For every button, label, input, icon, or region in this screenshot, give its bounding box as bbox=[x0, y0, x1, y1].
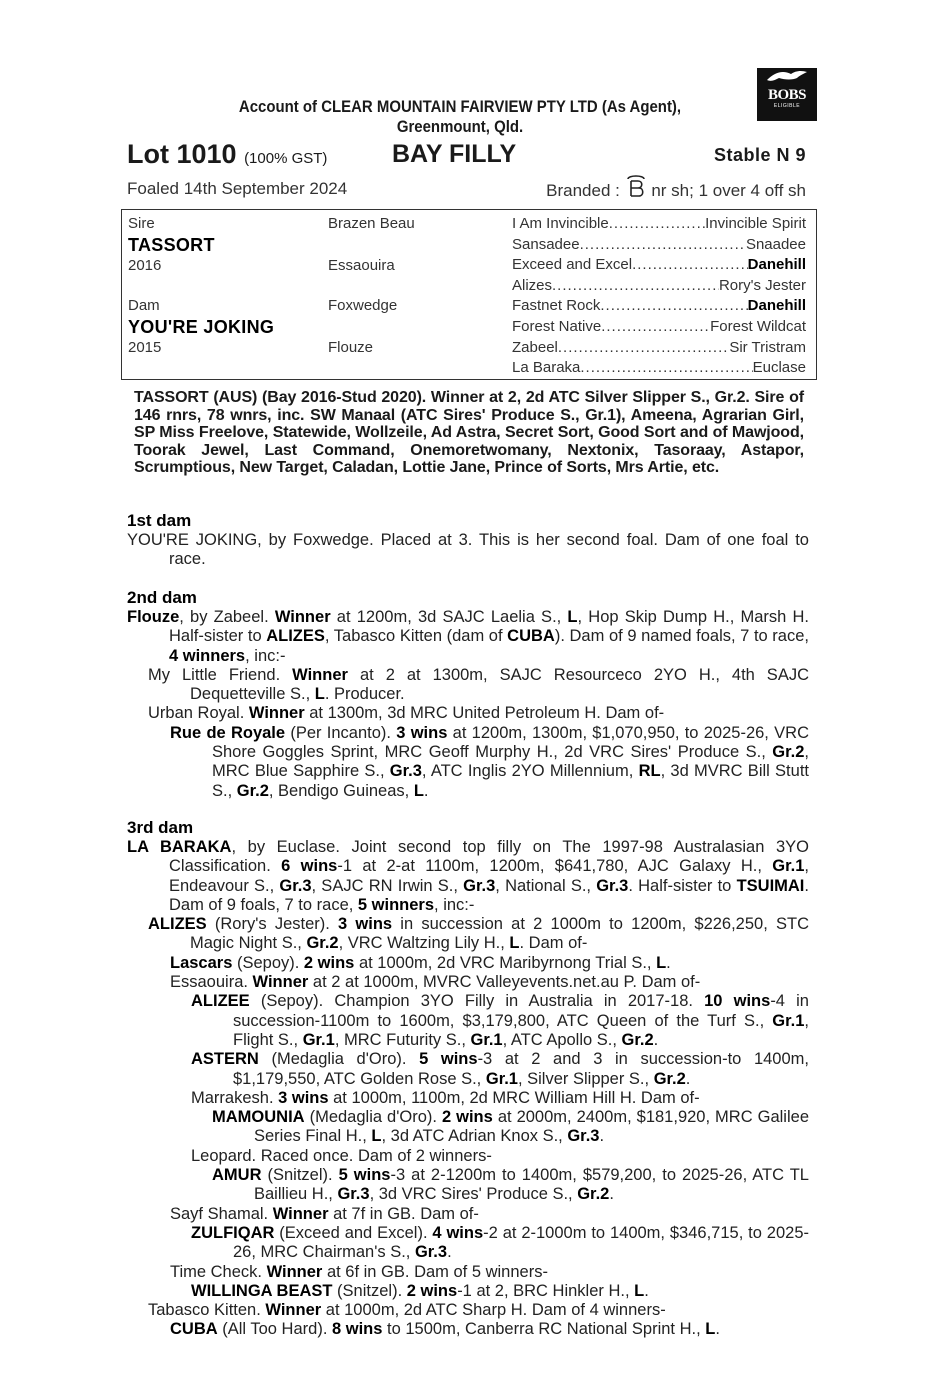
text-run: at 1200m, 3d SAJC Laelia S., bbox=[330, 608, 568, 626]
bold-text: Gr.2 bbox=[577, 1185, 610, 1204]
g3-horse: Fastnet Rock bbox=[512, 297, 601, 315]
bold-text: Gr.3 bbox=[463, 876, 496, 895]
text-run: at 1200m, 1300m, $1,070,950, to 2025-26, VRC Shore Goggles Sprint, MRC Geoff Murphy H., 2d VRC Sires' Produce S., bbox=[212, 723, 809, 762]
text-run: -3 at 2-1200m to 1400m, $579,200, to 2025-26, ATC TL Baillieu H., bbox=[254, 1166, 809, 1204]
pedigree-entry bbox=[127, 915, 809, 954]
pedigree-entry bbox=[127, 1108, 809, 1147]
bold-text: 4 wins bbox=[432, 1223, 484, 1242]
text-run: at 2 at 1000m, MVRC Valleyevents.net.au P. Dam of- bbox=[308, 973, 701, 992]
pedigree-entry bbox=[127, 1147, 809, 1166]
bold-text: L bbox=[705, 1320, 716, 1339]
bold-text: 3 wins bbox=[396, 723, 448, 742]
bold-text: 5 wins bbox=[419, 1050, 478, 1069]
bold-text: Winner bbox=[272, 1204, 329, 1223]
bold-text: ASTERN bbox=[191, 1050, 259, 1069]
text-run: Sayf Shamal. bbox=[170, 1204, 273, 1223]
text-run: , Flight S., bbox=[233, 1011, 809, 1049]
lot-label: Lot 1010 bbox=[127, 139, 237, 169]
dam-dam: Flouze bbox=[328, 339, 374, 356]
pedigree-entry bbox=[127, 704, 809, 723]
bold-text: ALIZES bbox=[266, 627, 325, 646]
second-dam-entries bbox=[127, 608, 809, 801]
account-line-1: Account of CLEAR MOUNTAIN FAIRVIEW PTY LTD (As Agent), bbox=[238, 97, 682, 116]
bold-text: 3 wins bbox=[338, 915, 393, 934]
g3-horse: Sansadee bbox=[512, 235, 580, 253]
bold-text: Gr.1 bbox=[485, 1069, 518, 1088]
bold-text: 2 wins bbox=[303, 953, 355, 972]
text-run: . bbox=[715, 1320, 720, 1339]
bold-text: Rue de Royale bbox=[170, 723, 286, 742]
text-run: Essaouira. bbox=[170, 973, 253, 992]
text-run: . bbox=[423, 781, 429, 800]
text-run: , ATC Apollo S., bbox=[502, 1030, 622, 1049]
text-run: at 1000m, 1100m, 2d MRC William Hill H. Dam of- bbox=[328, 1088, 700, 1107]
text-run: (Snitzel). bbox=[261, 1166, 339, 1185]
g3-horse: La Baraka bbox=[512, 359, 581, 377]
bold-text: Gr.1 bbox=[772, 857, 805, 876]
text-run: . Dam of- bbox=[519, 934, 588, 953]
bold-text: 6 wins bbox=[281, 857, 338, 876]
text-run: (Snitzel). bbox=[332, 1281, 407, 1300]
pedigree-entry bbox=[127, 1050, 809, 1089]
text-run: , by Euclase. Joint second top filly on The 1997-98 Australasian 3YO Classification. bbox=[169, 838, 809, 876]
dot-leader bbox=[600, 296, 747, 316]
third-dam-heading: 3rd dam bbox=[127, 818, 194, 837]
bold-text: Winner bbox=[252, 973, 309, 992]
pedigree-entry bbox=[127, 992, 809, 1050]
pedigree-entry bbox=[127, 724, 809, 801]
text-run: , Hop Skip Dump H., Marsh H. Half-sister to bbox=[169, 608, 809, 646]
g3-sire: Sir Tristram bbox=[729, 338, 806, 356]
text-run: to 1500m, Canberra RC National Sprint H., bbox=[382, 1320, 706, 1339]
bold-text: Gr.2 bbox=[772, 743, 805, 762]
bold-text: ALIZEE bbox=[191, 992, 250, 1011]
bold-text: 2 wins bbox=[406, 1281, 458, 1300]
bold-text: L bbox=[371, 1127, 382, 1146]
text-run: . bbox=[644, 1281, 649, 1300]
text-run: , inc:- bbox=[434, 895, 475, 914]
text-run: (All Too Hard). bbox=[217, 1320, 332, 1339]
sire-description: TASSORT (AUS) (Bay 2016-Stud 2020). Winner at 2, 2d ATC Silver Slipper S., Gr.2. Sire of 146 rnrs, 78 wnrs, inc. SW Manaal (ATC Sires' Produce S., Gr.1), Ameena, Agrarian Girl, SP Miss Freelove, Statewide, Wollzeile, Ad Astra, Secret Sort, Good Sort and of Mawjood, Toorak Jewel, Last Command, Onemoretwomany, Nextonix, Tasoraay, Astapor, Scrumptious, New Target, Caladan, Lottie Jane, Prince of Sorts, Mrs Artie, etc. bbox=[134, 389, 804, 477]
bold-text: L bbox=[656, 953, 667, 972]
text-run: -3 at 2 and 3 in succession-to 1400m, $1,179,550, ATC Golden Rose S., bbox=[233, 1050, 809, 1088]
text-run: at 1000m, 2d VRC Maribyrnong Trial S., bbox=[354, 953, 657, 972]
pedigree-entry bbox=[127, 954, 809, 973]
pedigree-entry bbox=[127, 1089, 809, 1108]
third-dam-section bbox=[127, 818, 809, 1340]
g3-sire: Danehill bbox=[747, 256, 806, 274]
bold-text: L bbox=[314, 685, 325, 704]
stable-number: Stable N 9 bbox=[713, 145, 806, 165]
bold-text: CUBA bbox=[507, 627, 555, 646]
pedigree-g3-row bbox=[512, 338, 806, 358]
text-run: , National S., bbox=[495, 876, 597, 895]
sire-dam: Essaouira bbox=[328, 257, 395, 274]
text-run: , Endeavour S., bbox=[169, 857, 809, 895]
text-run: . bbox=[599, 1127, 605, 1146]
text-run: . bbox=[447, 1243, 452, 1262]
bold-text: 10 wins bbox=[704, 992, 771, 1011]
dot-leader bbox=[552, 276, 719, 296]
bold-text: Winner bbox=[265, 1301, 322, 1320]
bold-text: Gr.3 bbox=[567, 1127, 600, 1146]
bold-text: Winner bbox=[266, 1262, 323, 1281]
bold-text: L bbox=[567, 608, 578, 626]
bold-text: Gr.1 bbox=[470, 1030, 503, 1049]
text-run: . bbox=[609, 1185, 614, 1204]
sire-year: 2016 bbox=[128, 257, 162, 274]
text-run: (Medaglia d'Oro). bbox=[258, 1050, 420, 1069]
bold-text: Gr.1 bbox=[302, 1030, 335, 1049]
bold-text: Gr.2 bbox=[306, 934, 339, 953]
text-run: at 1300m, 3d MRC United Petroleum H. Dam of- bbox=[304, 704, 665, 723]
text-run: at 1000m, 2d ATC Sharp H. Dam of 4 winners- bbox=[321, 1301, 666, 1320]
dot-leader bbox=[609, 214, 705, 234]
pedigree-entry bbox=[127, 1205, 809, 1224]
text-run: , 3d MVRC Bill Stutt S., bbox=[212, 762, 809, 800]
g3-horse: I Am Invincible bbox=[512, 215, 609, 232]
text-run: (Rory's Jester). bbox=[206, 915, 339, 934]
text-run: . bbox=[685, 1069, 691, 1088]
sire-name: TASSORT bbox=[128, 235, 215, 255]
text-run: at 6f in GB. Dam of 5 winners- bbox=[322, 1262, 548, 1281]
text-run: , MRC Blue Sapphire S., bbox=[212, 743, 809, 781]
bold-text: Winner bbox=[248, 704, 305, 723]
third-dam-entries bbox=[127, 838, 809, 1340]
text-run: (Medaglia d'Oro). bbox=[304, 1108, 442, 1127]
pedigree-table bbox=[121, 209, 817, 380]
pedigree-g3-row bbox=[512, 296, 806, 316]
pedigree-g3-row bbox=[512, 255, 806, 275]
pedigree-entry bbox=[127, 973, 809, 992]
bold-text: 4 winners bbox=[169, 646, 246, 665]
dam-label: Dam bbox=[128, 297, 160, 314]
bold-text: 5 wins bbox=[338, 1166, 391, 1185]
foaled-date: Foaled 14th September 2024 bbox=[127, 179, 348, 198]
pedigree-entry bbox=[127, 666, 809, 705]
text-run: -4 in succession-1100m to 1600m, $3,179,800, ATC Queen of the Turf S., bbox=[233, 992, 809, 1030]
pedigree-entry bbox=[127, 1320, 809, 1339]
bold-text: CUBA bbox=[170, 1320, 218, 1339]
sire-label: Sire bbox=[128, 215, 155, 232]
text-run: in succession at 2 1000m to 1200m, $226,250, STC Magic Night S., bbox=[190, 915, 809, 953]
pedigree-entry bbox=[127, 1282, 809, 1301]
text-run: (Sepoy). bbox=[232, 953, 304, 972]
g3-horse: Zabeel bbox=[512, 338, 558, 356]
text-run: -2 at 2-1000m to 1400m, $346,715, to 2025-26, MRC Chairman's S., bbox=[233, 1223, 809, 1262]
bold-text: WILLINGA BEAST bbox=[191, 1281, 333, 1300]
text-run: (Exceed and Excel). bbox=[274, 1223, 433, 1242]
pedigree-entry bbox=[127, 608, 809, 666]
bold-text: Flouze bbox=[127, 608, 180, 626]
bold-text: Gr.3 bbox=[596, 876, 629, 895]
text-run: . bbox=[666, 953, 671, 972]
sire-sire: Brazen Beau bbox=[328, 215, 415, 232]
text-run: , SAJC RN Irwin S., bbox=[311, 876, 464, 895]
bold-text: Winner bbox=[274, 608, 331, 626]
dot-leader bbox=[632, 255, 748, 275]
text-run: , VRC Waltzing Lily H., bbox=[338, 934, 510, 953]
bold-text: Gr.2 bbox=[653, 1069, 686, 1088]
g3-sire: Rory's Jester bbox=[718, 276, 806, 294]
bold-text: L bbox=[634, 1281, 645, 1300]
text-run: , MRC Futurity S., bbox=[334, 1030, 471, 1049]
text-run: , ATC Inglis 2YO Millennium, bbox=[421, 762, 639, 781]
g3-horse: Forest Native bbox=[512, 318, 602, 335]
bold-text: 3 wins bbox=[278, 1088, 329, 1107]
g3-sire: Forest Wildcat bbox=[710, 318, 806, 335]
bold-text: Gr.1 bbox=[772, 1011, 805, 1030]
g3-sire: Invincible Spirit bbox=[705, 215, 806, 232]
lot-number bbox=[127, 138, 327, 175]
bold-text: 2 wins bbox=[441, 1108, 493, 1127]
g3-horse: Exceed and Excel bbox=[512, 256, 633, 274]
text-run: Urban Royal. bbox=[148, 704, 249, 723]
bold-text: 5 winners bbox=[357, 895, 435, 914]
bold-text: LA BARAKA bbox=[127, 838, 232, 856]
text-run: , inc:- bbox=[245, 646, 286, 665]
pedigree-entry bbox=[127, 1301, 809, 1320]
bold-text: TSUIMAI bbox=[736, 876, 805, 895]
g3-horse: Alizes bbox=[512, 276, 553, 294]
bold-text: Gr.3 bbox=[414, 1243, 448, 1262]
text-run: . bbox=[653, 1030, 659, 1049]
dot-leader bbox=[601, 317, 710, 337]
text-run: (Sepoy). Champion 3YO Filly in Australia in 2017-18. bbox=[249, 992, 705, 1011]
text-run: . Producer. bbox=[324, 685, 405, 704]
pedigree-g3-row bbox=[512, 235, 806, 255]
logo-subtext: ELIGIBLE bbox=[773, 103, 801, 109]
text-run: , Bendigo Guineas, bbox=[268, 781, 414, 800]
branded-info bbox=[546, 174, 806, 206]
text-run: , Tabasco Kitten (dam of bbox=[324, 627, 508, 646]
bold-text: 8 wins bbox=[332, 1320, 383, 1339]
bobs-eligible-logo bbox=[757, 68, 817, 121]
logo-text: BOBS bbox=[767, 87, 807, 103]
bold-text: AMUR bbox=[212, 1166, 262, 1185]
second-dam-heading: 2nd dam bbox=[127, 588, 197, 607]
first-dam-text: YOU'RE JOKING, by Foxwedge. Placed at 3. This is her second foal. Dam of one foal to race. bbox=[127, 531, 809, 569]
bold-text: RL bbox=[638, 762, 661, 781]
text-run: Leopard. Raced once. Dam of 2 winners- bbox=[191, 1146, 492, 1165]
g3-sire: Snaadee bbox=[745, 235, 806, 253]
text-run: . Dam of 9 foals, 7 to race, bbox=[169, 876, 809, 914]
text-run: Marrakesh. bbox=[191, 1088, 279, 1107]
branded-label: Branded : bbox=[546, 181, 620, 200]
horse-icon bbox=[757, 68, 817, 88]
g3-sire: Euclase bbox=[752, 359, 806, 377]
bold-text: Gr.2 bbox=[621, 1030, 654, 1049]
first-dam-heading: 1st dam bbox=[127, 511, 192, 530]
brand-mark-icon bbox=[625, 174, 647, 206]
pedigree-entry bbox=[127, 1224, 809, 1263]
text-run: -1 at 2-at 1100m, 1200m, $641,780, AJC Galaxy H., bbox=[337, 857, 773, 876]
text-run: . Half-sister to bbox=[628, 876, 737, 895]
bold-text: ALIZES bbox=[148, 915, 207, 934]
text-run: , by Zabeel. bbox=[179, 608, 275, 626]
horse-description: BAY FILLY bbox=[392, 140, 517, 168]
bold-text: Gr.2 bbox=[236, 781, 269, 800]
bold-text: L bbox=[509, 934, 520, 953]
vendor-account bbox=[214, 97, 707, 137]
bold-text: ZULFIQAR bbox=[191, 1223, 275, 1242]
text-run: , Silver Slipper S., bbox=[517, 1069, 654, 1088]
text-run: Tabasco Kitten. bbox=[148, 1301, 266, 1320]
pedigree-entry bbox=[127, 1263, 809, 1282]
text-run: , 3d ATC Adrian Knox S., bbox=[381, 1127, 568, 1146]
text-run: (Per Incanto). bbox=[285, 723, 397, 742]
dot-leader bbox=[580, 358, 752, 378]
text-run: at 2 at 1300m, SAJC Resourceco 2YO H., 4th SAJC Dequetteville S., bbox=[190, 665, 809, 704]
bold-text: Gr.3 bbox=[279, 876, 312, 895]
text-run: ). Dam of 9 named foals, 7 to race, bbox=[554, 627, 809, 646]
pedigree-g3-row bbox=[512, 358, 806, 378]
bold-text: MAMOUNIA bbox=[212, 1108, 305, 1127]
bold-text: Gr.3 bbox=[389, 762, 422, 781]
bold-text: L bbox=[413, 781, 424, 800]
bold-text: Winner bbox=[292, 665, 348, 684]
text-run: -1 at 2, BRC Hinkler H., bbox=[457, 1281, 635, 1300]
bold-text: Lascars bbox=[170, 953, 233, 972]
text-run: My Little Friend. bbox=[148, 665, 293, 684]
dam-sire: Foxwedge bbox=[328, 297, 398, 314]
g3-sire: Danehill bbox=[747, 297, 806, 315]
pedigree-entry bbox=[127, 1166, 809, 1205]
pedigree-g3-row bbox=[512, 276, 806, 296]
text-run: at 2000m, 2400m, $181,920, MRC Galilee Series Final H., bbox=[254, 1108, 809, 1146]
pedigree-g3-row bbox=[512, 317, 806, 337]
text-run: , 3d VRC Sires' Produce S., bbox=[369, 1185, 578, 1204]
pedigree-entry bbox=[127, 838, 809, 915]
branded-text: nr sh; 1 over 4 off sh bbox=[651, 181, 806, 200]
pedigree-g3-row bbox=[512, 214, 806, 234]
bold-text: Gr.3 bbox=[337, 1185, 370, 1204]
dam-name: YOU'RE JOKING bbox=[128, 317, 275, 337]
text-run: Time Check. bbox=[170, 1262, 267, 1281]
account-line-2: Greenmount, Qld. bbox=[396, 117, 524, 136]
text-run: at 7f in GB. Dam of- bbox=[328, 1204, 479, 1223]
dot-leader bbox=[580, 235, 746, 255]
second-dam-section bbox=[127, 588, 809, 801]
dam-year: 2015 bbox=[128, 339, 162, 356]
gst-note: (100% GST) bbox=[244, 150, 328, 167]
first-dam-section bbox=[127, 511, 809, 570]
dot-leader bbox=[558, 338, 729, 358]
